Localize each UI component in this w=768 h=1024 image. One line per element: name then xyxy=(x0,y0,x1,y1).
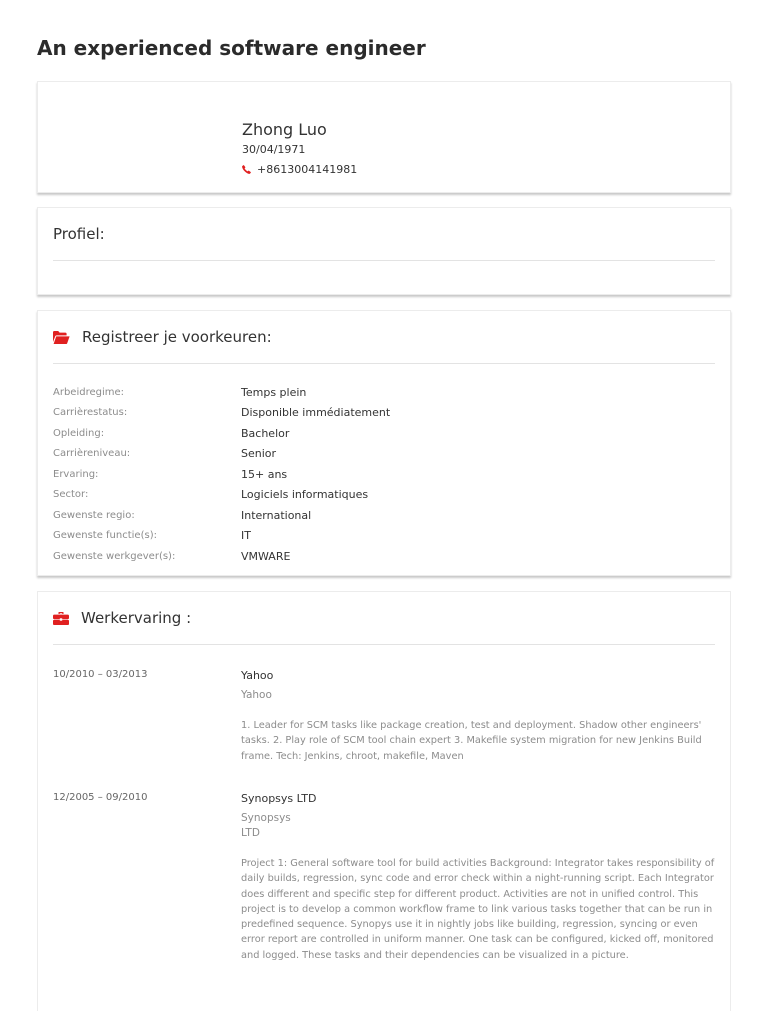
preferences-list xyxy=(53,382,715,567)
preferences-header xyxy=(53,311,715,364)
briefcase-icon xyxy=(53,612,69,625)
work-header xyxy=(53,592,715,645)
page-title: An experienced software engineer xyxy=(37,36,426,60)
pref-row xyxy=(53,382,715,403)
pref-label: Gewenste functie(s): xyxy=(53,530,157,542)
pref-label: Carrièrestatus: xyxy=(53,407,128,419)
phone-number[interactable]: +8613004141981 xyxy=(257,163,358,176)
job-company-line: LTD xyxy=(241,827,260,839)
pref-value: 15+ ans xyxy=(241,467,288,481)
work-experience-card xyxy=(37,591,731,1011)
profile-heading: Profiel: xyxy=(53,225,105,243)
pref-label: Gewenste regio: xyxy=(53,509,135,521)
pref-value: Logiciels informatiques xyxy=(241,488,369,502)
pref-label: Arbeidregime: xyxy=(53,386,125,398)
pref-value: Disponible immédiatement xyxy=(241,406,391,420)
pref-row xyxy=(53,403,715,424)
pref-value: Bachelor xyxy=(241,426,290,440)
folder-open-icon xyxy=(53,331,70,344)
job-description: 1. Leader for SCM tasks like package creation, test and deployment. Shadow other engineers' tasks. 2. Play role of SCM tool chain expert 3. Makefile system migration for new Jenkins Build frame. Tech: Jenkins, chroot, makefile, Maven xyxy=(241,720,702,762)
pref-row xyxy=(53,444,715,465)
pref-row xyxy=(53,546,715,567)
job-dates: 12/2005 – 09/2010 xyxy=(53,792,148,803)
pref-row xyxy=(53,464,715,485)
job-company: Yahoo xyxy=(241,689,272,701)
preferences-card xyxy=(37,310,731,576)
pref-value: International xyxy=(241,508,312,522)
job-dates: 10/2010 – 03/2013 xyxy=(53,669,148,680)
pref-label: Gewenste werkgever(s): xyxy=(53,550,176,562)
pref-value: Senior xyxy=(241,447,277,461)
profile-card xyxy=(37,207,731,295)
pref-label: Ervaring: xyxy=(53,468,99,480)
birth-date: 30/04/1971 xyxy=(242,143,306,156)
job-body xyxy=(241,669,719,764)
preferences-heading: Registreer je voorkeuren: xyxy=(82,328,272,346)
pref-label: Carrièreniveau: xyxy=(53,448,131,460)
pref-label: Sector: xyxy=(53,489,89,501)
pref-row xyxy=(53,485,715,506)
job-body xyxy=(241,792,719,963)
identity-card xyxy=(37,81,731,193)
pref-row xyxy=(53,526,715,547)
work-heading: Werkervaring : xyxy=(81,609,192,627)
job-title: Synopsys LTD xyxy=(241,792,317,805)
pref-value: Temps plein xyxy=(241,385,307,399)
job-company-line: Synopsys xyxy=(241,812,291,824)
candidate-name: Zhong Luo xyxy=(242,120,327,139)
pref-value: VMWARE xyxy=(241,549,291,563)
profile-header xyxy=(53,208,715,261)
pref-row xyxy=(53,423,715,444)
pref-row xyxy=(53,505,715,526)
job-title: Yahoo xyxy=(241,669,274,682)
phone-row xyxy=(242,163,357,176)
job-description: Project 1: General software tool for build activities Background: Integrator takes responsibility of daily builds, regression, sync code and error check within a night-running script. Each Integrator does different and specific step for different product. Activities are not in unified control. This project is to develop a common workflow frame to link various tasks together that can be run in predefined sequence. Synopys use it in nightly jobs like building, regression, syncing or even error report are controlled in uniform manner. One task can be configured, kicked off, monitored and logged. These tasks and their dependencies can be visualized in a picture. xyxy=(241,858,715,961)
pref-label: Opleiding: xyxy=(53,427,105,439)
phone-icon xyxy=(242,165,251,174)
pref-value: IT xyxy=(241,529,251,543)
job-company xyxy=(241,811,719,841)
